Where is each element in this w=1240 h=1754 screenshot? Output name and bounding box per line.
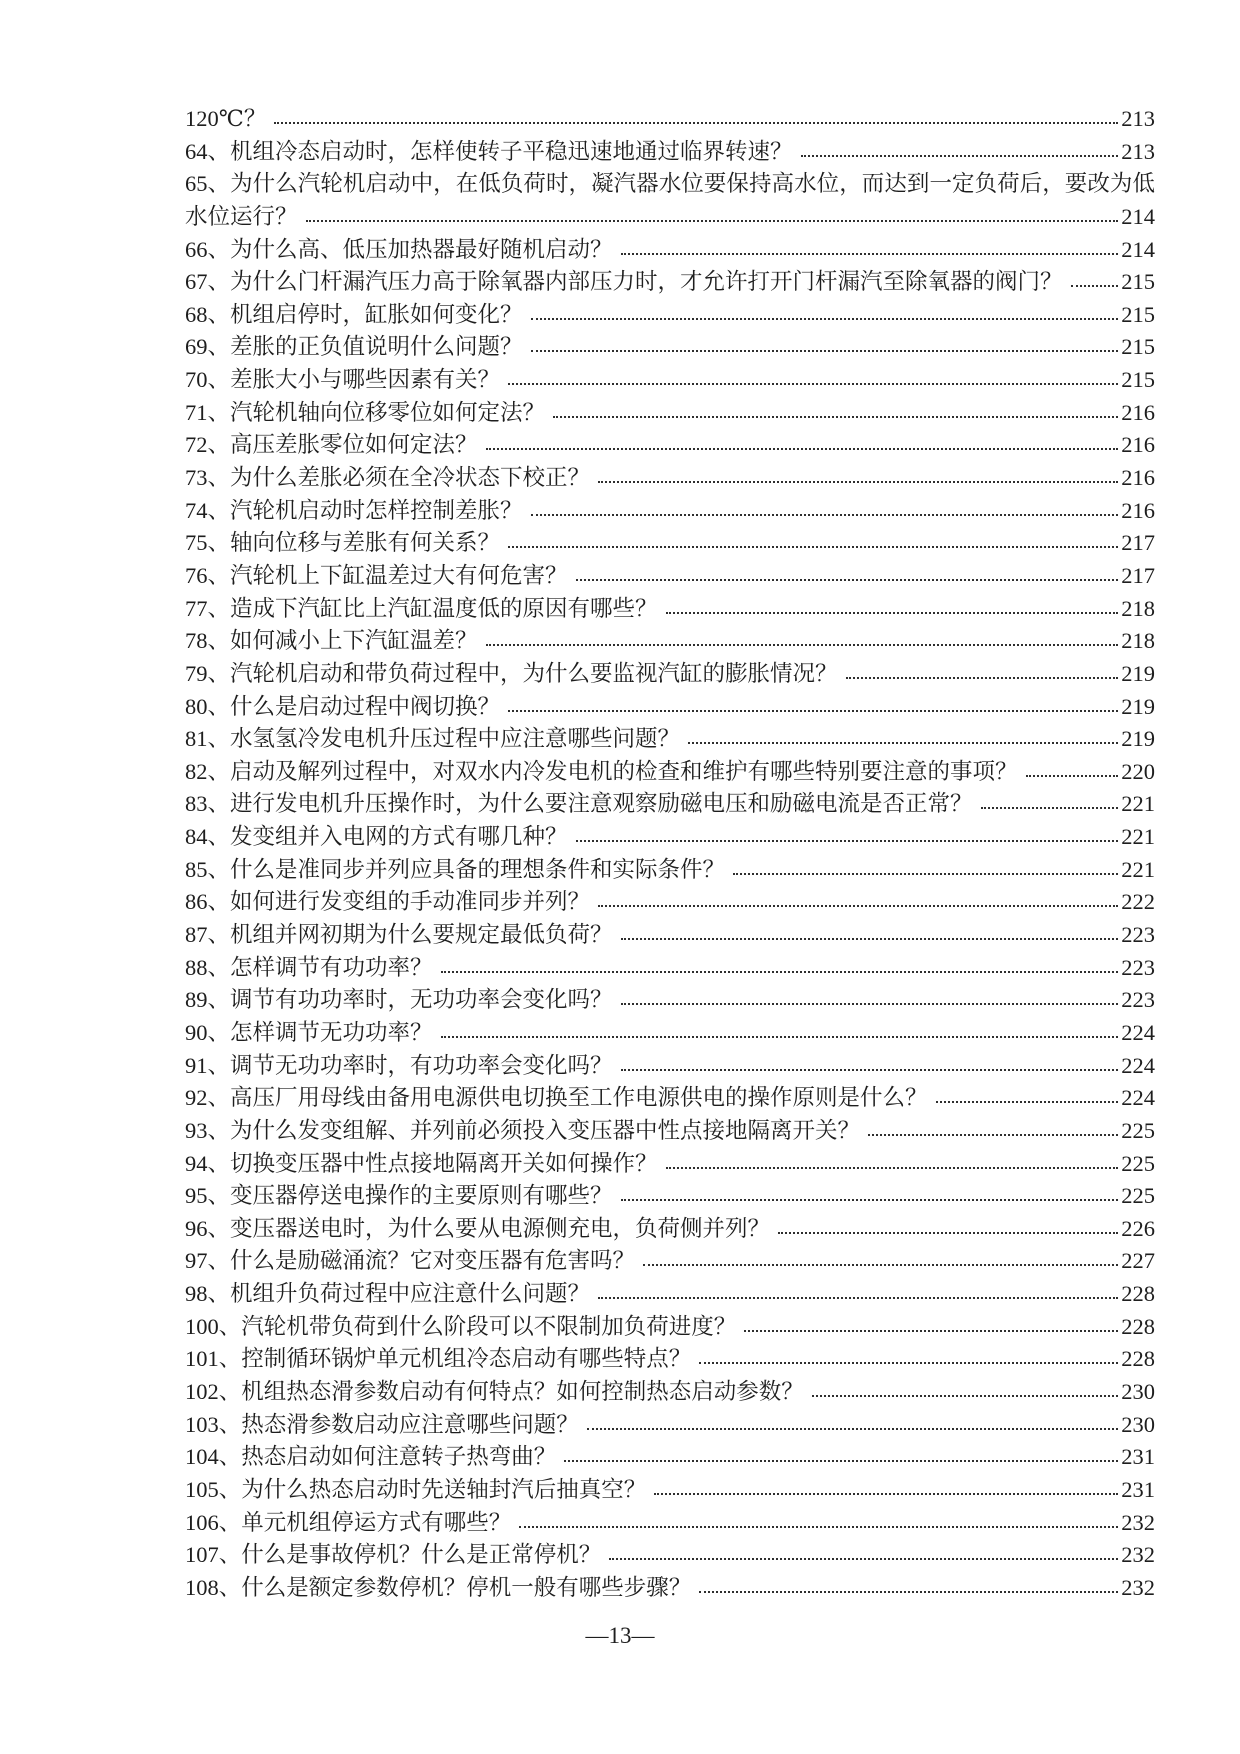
toc-entry-text: 水位运行？ xyxy=(185,203,298,229)
toc-entry-page: 217 xyxy=(1121,530,1155,556)
dot-leader xyxy=(666,1167,1119,1169)
dot-leader xyxy=(508,383,1118,385)
toc-entry xyxy=(185,462,1155,495)
dot-leader xyxy=(274,122,1118,124)
toc-entry-page: 226 xyxy=(1121,1215,1155,1241)
dot-leader xyxy=(621,938,1119,940)
toc-entry-text: 85、什么是准同步并列应具备的理想条件和实际条件？ xyxy=(185,856,726,882)
dot-leader xyxy=(699,1591,1118,1593)
toc-entry xyxy=(185,1017,1155,1050)
toc-entry-text: 104、热态启动如何注意转子热弯曲？ xyxy=(185,1444,557,1470)
dot-leader xyxy=(812,1395,1118,1397)
toc-list xyxy=(185,103,1155,1604)
toc-entry-page: 220 xyxy=(1121,758,1155,784)
dot-leader xyxy=(981,807,1119,809)
toc-entry-page: 213 xyxy=(1121,106,1155,131)
toc-entry-text: 86、如何进行发变组的手动准同步并列？ xyxy=(185,889,591,915)
toc-entry-text: 75、轴向位移与差胀有何关系？ xyxy=(185,530,501,556)
toc-entry xyxy=(185,1441,1155,1474)
dot-leader xyxy=(576,579,1119,581)
toc-entry-text: 89、调节有功功率时，无功功率会变化吗？ xyxy=(185,987,613,1013)
toc-entry-page: 230 xyxy=(1121,1411,1155,1437)
dot-leader xyxy=(621,253,1119,255)
toc-entry-page: 228 xyxy=(1121,1313,1155,1339)
toc-entry-text: 68、机组启停时，缸胀如何变化？ xyxy=(185,301,523,327)
toc-entry xyxy=(185,854,1155,887)
dot-leader xyxy=(486,644,1119,646)
dot-leader xyxy=(531,514,1119,516)
toc-entry xyxy=(185,331,1155,364)
dot-leader xyxy=(587,1428,1118,1430)
toc-entry-text: 71、汽轮机轴向位移零位如何定法？ xyxy=(185,399,546,425)
toc-entry-page: 219 xyxy=(1121,693,1155,719)
toc-entry-text: 97、什么是励磁涌流？它对变压器有危害吗？ xyxy=(185,1248,636,1274)
toc-entry xyxy=(185,1115,1155,1148)
toc-entry-page: 223 xyxy=(1121,922,1155,948)
toc-entry xyxy=(185,234,1155,267)
toc-entry xyxy=(185,1082,1155,1115)
toc-entry-page: 214 xyxy=(1121,236,1155,262)
toc-entry xyxy=(185,1409,1155,1442)
toc-entry-page: 223 xyxy=(1121,987,1155,1013)
toc-entry xyxy=(185,1050,1155,1083)
toc-entry xyxy=(185,886,1155,919)
toc-entry-text: 90、怎样调节无功功率？ xyxy=(185,1019,433,1045)
toc-entry-text: 69、差胀的正负值说明什么问题？ xyxy=(185,334,523,360)
toc-entry-text: 100、汽轮机带负荷到什么阶段可以不限制加负荷进度？ xyxy=(185,1313,737,1339)
toc-entry-page: 218 xyxy=(1121,595,1155,621)
toc-entry-page: 216 xyxy=(1121,497,1155,523)
toc-entry-text: 106、单元机组停运方式有哪些？ xyxy=(185,1509,512,1535)
dot-leader xyxy=(598,481,1118,483)
toc-entry-text: 65、为什么汽轮机启动中，在低负荷时，凝汽器水位要保持高水位，而达到一定负荷后，要改为低 xyxy=(185,171,1155,197)
toc-entry-text: 98、机组升负荷过程中应注意什么问题？ xyxy=(185,1281,591,1307)
toc-entry-text: 79、汽轮机启动和带负荷过程中，为什么要监视汽缸的膨胀情况？ xyxy=(185,660,838,686)
toc-entry-page: 223 xyxy=(1121,954,1155,980)
toc-entry-page: 213 xyxy=(1121,138,1155,164)
dot-leader xyxy=(306,220,1119,222)
dot-leader xyxy=(609,1558,1118,1560)
toc-entry-page: 224 xyxy=(1121,1085,1155,1111)
toc-entry-page: 224 xyxy=(1121,1019,1155,1045)
toc-entry xyxy=(185,299,1155,332)
toc-entry-text: 107、什么是事故停机？什么是正常停机？ xyxy=(185,1542,602,1568)
toc-entry xyxy=(185,266,1155,299)
toc-entry-page: 230 xyxy=(1121,1378,1155,1404)
toc-entry-text: 88、怎样调节有功功率？ xyxy=(185,954,433,980)
toc-entry xyxy=(185,1311,1155,1344)
toc-entry-text: 80、什么是启动过程中阀切换？ xyxy=(185,693,501,719)
dot-leader xyxy=(441,1036,1119,1038)
dot-leader xyxy=(666,612,1119,614)
toc-entry-page: 224 xyxy=(1121,1052,1155,1078)
toc-entry xyxy=(185,429,1155,462)
toc-entry-page: 228 xyxy=(1121,1346,1155,1372)
toc-entry xyxy=(185,1343,1155,1376)
toc-entry-text: 93、为什么发变组解、并列前必须投入变压器中性点接地隔离开关？ xyxy=(185,1117,861,1143)
toc-entry-page: 216 xyxy=(1121,432,1155,458)
toc-entry-page: 214 xyxy=(1121,203,1155,229)
dot-leader xyxy=(576,840,1119,842)
toc-entry xyxy=(185,1148,1155,1181)
toc-entry-page: 225 xyxy=(1121,1117,1155,1143)
dot-leader xyxy=(778,1232,1118,1234)
toc-entry-page: 232 xyxy=(1121,1574,1155,1600)
toc-entry xyxy=(185,984,1155,1017)
toc-entry xyxy=(185,136,1155,169)
toc-entry xyxy=(185,103,1155,136)
toc-entry xyxy=(185,168,1155,201)
toc-entry-text: 105、为什么热态启动时先送轴封汽后抽真空？ xyxy=(185,1476,647,1502)
toc-entry-text: 101、控制循环锅炉单元机组冷态启动有哪些特点？ xyxy=(185,1346,692,1372)
dot-leader xyxy=(643,1264,1118,1266)
dot-leader xyxy=(699,1362,1118,1364)
toc-entry-text: 102、机组热态滑参数启动有何特点？如何控制热态启动参数？ xyxy=(185,1378,804,1404)
toc-entry-text: 91、调节无功功率时，有功功率会变化吗？ xyxy=(185,1052,613,1078)
toc-entry-page: 231 xyxy=(1121,1444,1155,1470)
toc-entry xyxy=(185,593,1155,626)
toc-entry xyxy=(185,952,1155,985)
toc-entry xyxy=(185,201,1155,234)
dot-leader xyxy=(1071,285,1119,287)
toc-entry-text: 73、为什么差胀必须在全冷状态下校正？ xyxy=(185,465,591,491)
toc-entry-text: 95、变压器停送电操作的主要原则有哪些？ xyxy=(185,1183,613,1209)
dot-leader xyxy=(801,155,1119,157)
toc-entry-page: 215 xyxy=(1121,334,1155,360)
toc-entry-page: 221 xyxy=(1121,824,1155,850)
toc-entry-page: 232 xyxy=(1121,1509,1155,1535)
toc-entry-page: 225 xyxy=(1121,1150,1155,1176)
toc-entry-page: 231 xyxy=(1121,1476,1155,1502)
toc-entry-text: 108、什么是额定参数停机？停机一般有哪些步骤？ xyxy=(185,1574,692,1600)
toc-entry xyxy=(185,1245,1155,1278)
toc-entry-page: 227 xyxy=(1121,1248,1155,1274)
dot-leader xyxy=(744,1330,1118,1332)
dot-leader xyxy=(621,1003,1119,1005)
toc-entry-page: 221 xyxy=(1121,791,1155,817)
toc-entry xyxy=(185,788,1155,821)
toc-entry xyxy=(185,495,1155,528)
toc-entry-page: 225 xyxy=(1121,1183,1155,1209)
toc-entry-page: 232 xyxy=(1121,1542,1155,1568)
toc-entry-page: 218 xyxy=(1121,628,1155,654)
toc-entry xyxy=(185,1376,1155,1409)
toc-entry xyxy=(185,364,1155,397)
toc-entry-page: 217 xyxy=(1121,562,1155,588)
page-footer: —13— xyxy=(585,1623,655,1648)
toc-entry-text: 77、造成下汽缸比上汽缸温度低的原因有哪些？ xyxy=(185,595,658,621)
toc-entry-text: 84、发变组并入电网的方式有哪几种？ xyxy=(185,824,568,850)
toc-entry xyxy=(185,919,1155,952)
dot-leader xyxy=(846,677,1119,679)
toc-entry-text: 74、汽轮机启动时怎样控制差胀？ xyxy=(185,497,523,523)
toc-entry xyxy=(185,1474,1155,1507)
toc-entry xyxy=(185,691,1155,724)
toc-entry xyxy=(185,1539,1155,1572)
dot-leader xyxy=(519,1526,1118,1528)
dot-leader xyxy=(654,1493,1118,1495)
dot-leader xyxy=(598,1297,1118,1299)
dot-leader xyxy=(508,546,1118,548)
toc-entry-page: 222 xyxy=(1121,889,1155,915)
toc-entry xyxy=(185,821,1155,854)
dot-leader xyxy=(598,905,1118,907)
dot-leader xyxy=(486,448,1119,450)
toc-entry-page: 228 xyxy=(1121,1281,1155,1307)
dot-leader xyxy=(621,1199,1119,1201)
toc-entry xyxy=(185,723,1155,756)
toc-entry-text: 120℃？ xyxy=(185,106,267,131)
dot-leader xyxy=(733,873,1118,875)
toc-entry-text: 82、启动及解列过程中，对双水内冷发电机的检查和维护有哪些特别要注意的事项？ xyxy=(185,758,1018,784)
toc-entry xyxy=(185,1180,1155,1213)
dot-leader xyxy=(1026,775,1119,777)
toc-entry xyxy=(185,1213,1155,1246)
toc-entry xyxy=(185,1507,1155,1540)
toc-entry xyxy=(185,527,1155,560)
dot-leader xyxy=(531,350,1119,352)
toc-entry-text: 81、水氢氢冷发电机升压过程中应注意哪些问题？ xyxy=(185,726,681,752)
dot-leader xyxy=(688,742,1118,744)
toc-entry-text: 96、变压器送电时，为什么要从电源侧充电，负荷侧并列？ xyxy=(185,1215,771,1241)
toc-entry-page: 219 xyxy=(1121,726,1155,752)
toc-entry xyxy=(185,1278,1155,1311)
toc-entry-page: 215 xyxy=(1121,269,1155,295)
toc-entry-page: 216 xyxy=(1121,399,1155,425)
toc-entry-text: 87、机组并网初期为什么要规定最低负荷？ xyxy=(185,922,613,948)
toc-entry-text: 94、切换变压器中性点接地隔离开关如何操作？ xyxy=(185,1150,658,1176)
toc-entry-page: 215 xyxy=(1121,301,1155,327)
toc-entry xyxy=(185,1572,1155,1605)
dot-leader xyxy=(564,1460,1118,1462)
toc-entry xyxy=(185,560,1155,593)
dot-leader xyxy=(531,318,1119,320)
dot-leader xyxy=(621,1069,1119,1071)
dot-leader xyxy=(936,1101,1119,1103)
toc-entry xyxy=(185,658,1155,691)
toc-entry-text: 72、高压差胀零位如何定法？ xyxy=(185,432,478,458)
dot-leader xyxy=(508,710,1118,712)
toc-entry xyxy=(185,397,1155,430)
toc-entry-page: 221 xyxy=(1121,856,1155,882)
dot-leader xyxy=(553,416,1118,418)
dot-leader xyxy=(868,1134,1118,1136)
toc-entry-text: 70、差胀大小与哪些因素有关？ xyxy=(185,367,501,393)
toc-entry-page: 215 xyxy=(1121,367,1155,393)
toc-entry-text: 83、进行发电机升压操作时，为什么要注意观察励磁电压和励磁电流是否正常？ xyxy=(185,791,973,817)
toc-entry-page: 216 xyxy=(1121,465,1155,491)
toc-entry-text: 76、汽轮机上下缸温差过大有何危害？ xyxy=(185,562,568,588)
toc-entry-text: 103、热态滑参数启动应注意哪些问题？ xyxy=(185,1411,579,1437)
toc-entry-text: 92、高压厂用母线由备用电源供电切换至工作电源供电的操作原则是什么？ xyxy=(185,1085,928,1111)
toc-entry-text: 67、为什么门杆漏汽压力高于除氧器内部压力时，才允许打开门杆漏汽至除氧器的阀门？ xyxy=(185,269,1063,295)
toc-entry xyxy=(185,625,1155,658)
dot-leader xyxy=(441,971,1119,973)
toc-entry-text: 66、为什么高、低压加热器最好随机启动？ xyxy=(185,236,613,262)
toc-entry-page: 219 xyxy=(1121,660,1155,686)
toc-entry-text: 78、如何减小上下汽缸温差？ xyxy=(185,628,478,654)
toc-entry-text: 64、机组冷态启动时，怎样使转子平稳迅速地通过临界转速？ xyxy=(185,138,793,164)
toc-entry xyxy=(185,756,1155,789)
